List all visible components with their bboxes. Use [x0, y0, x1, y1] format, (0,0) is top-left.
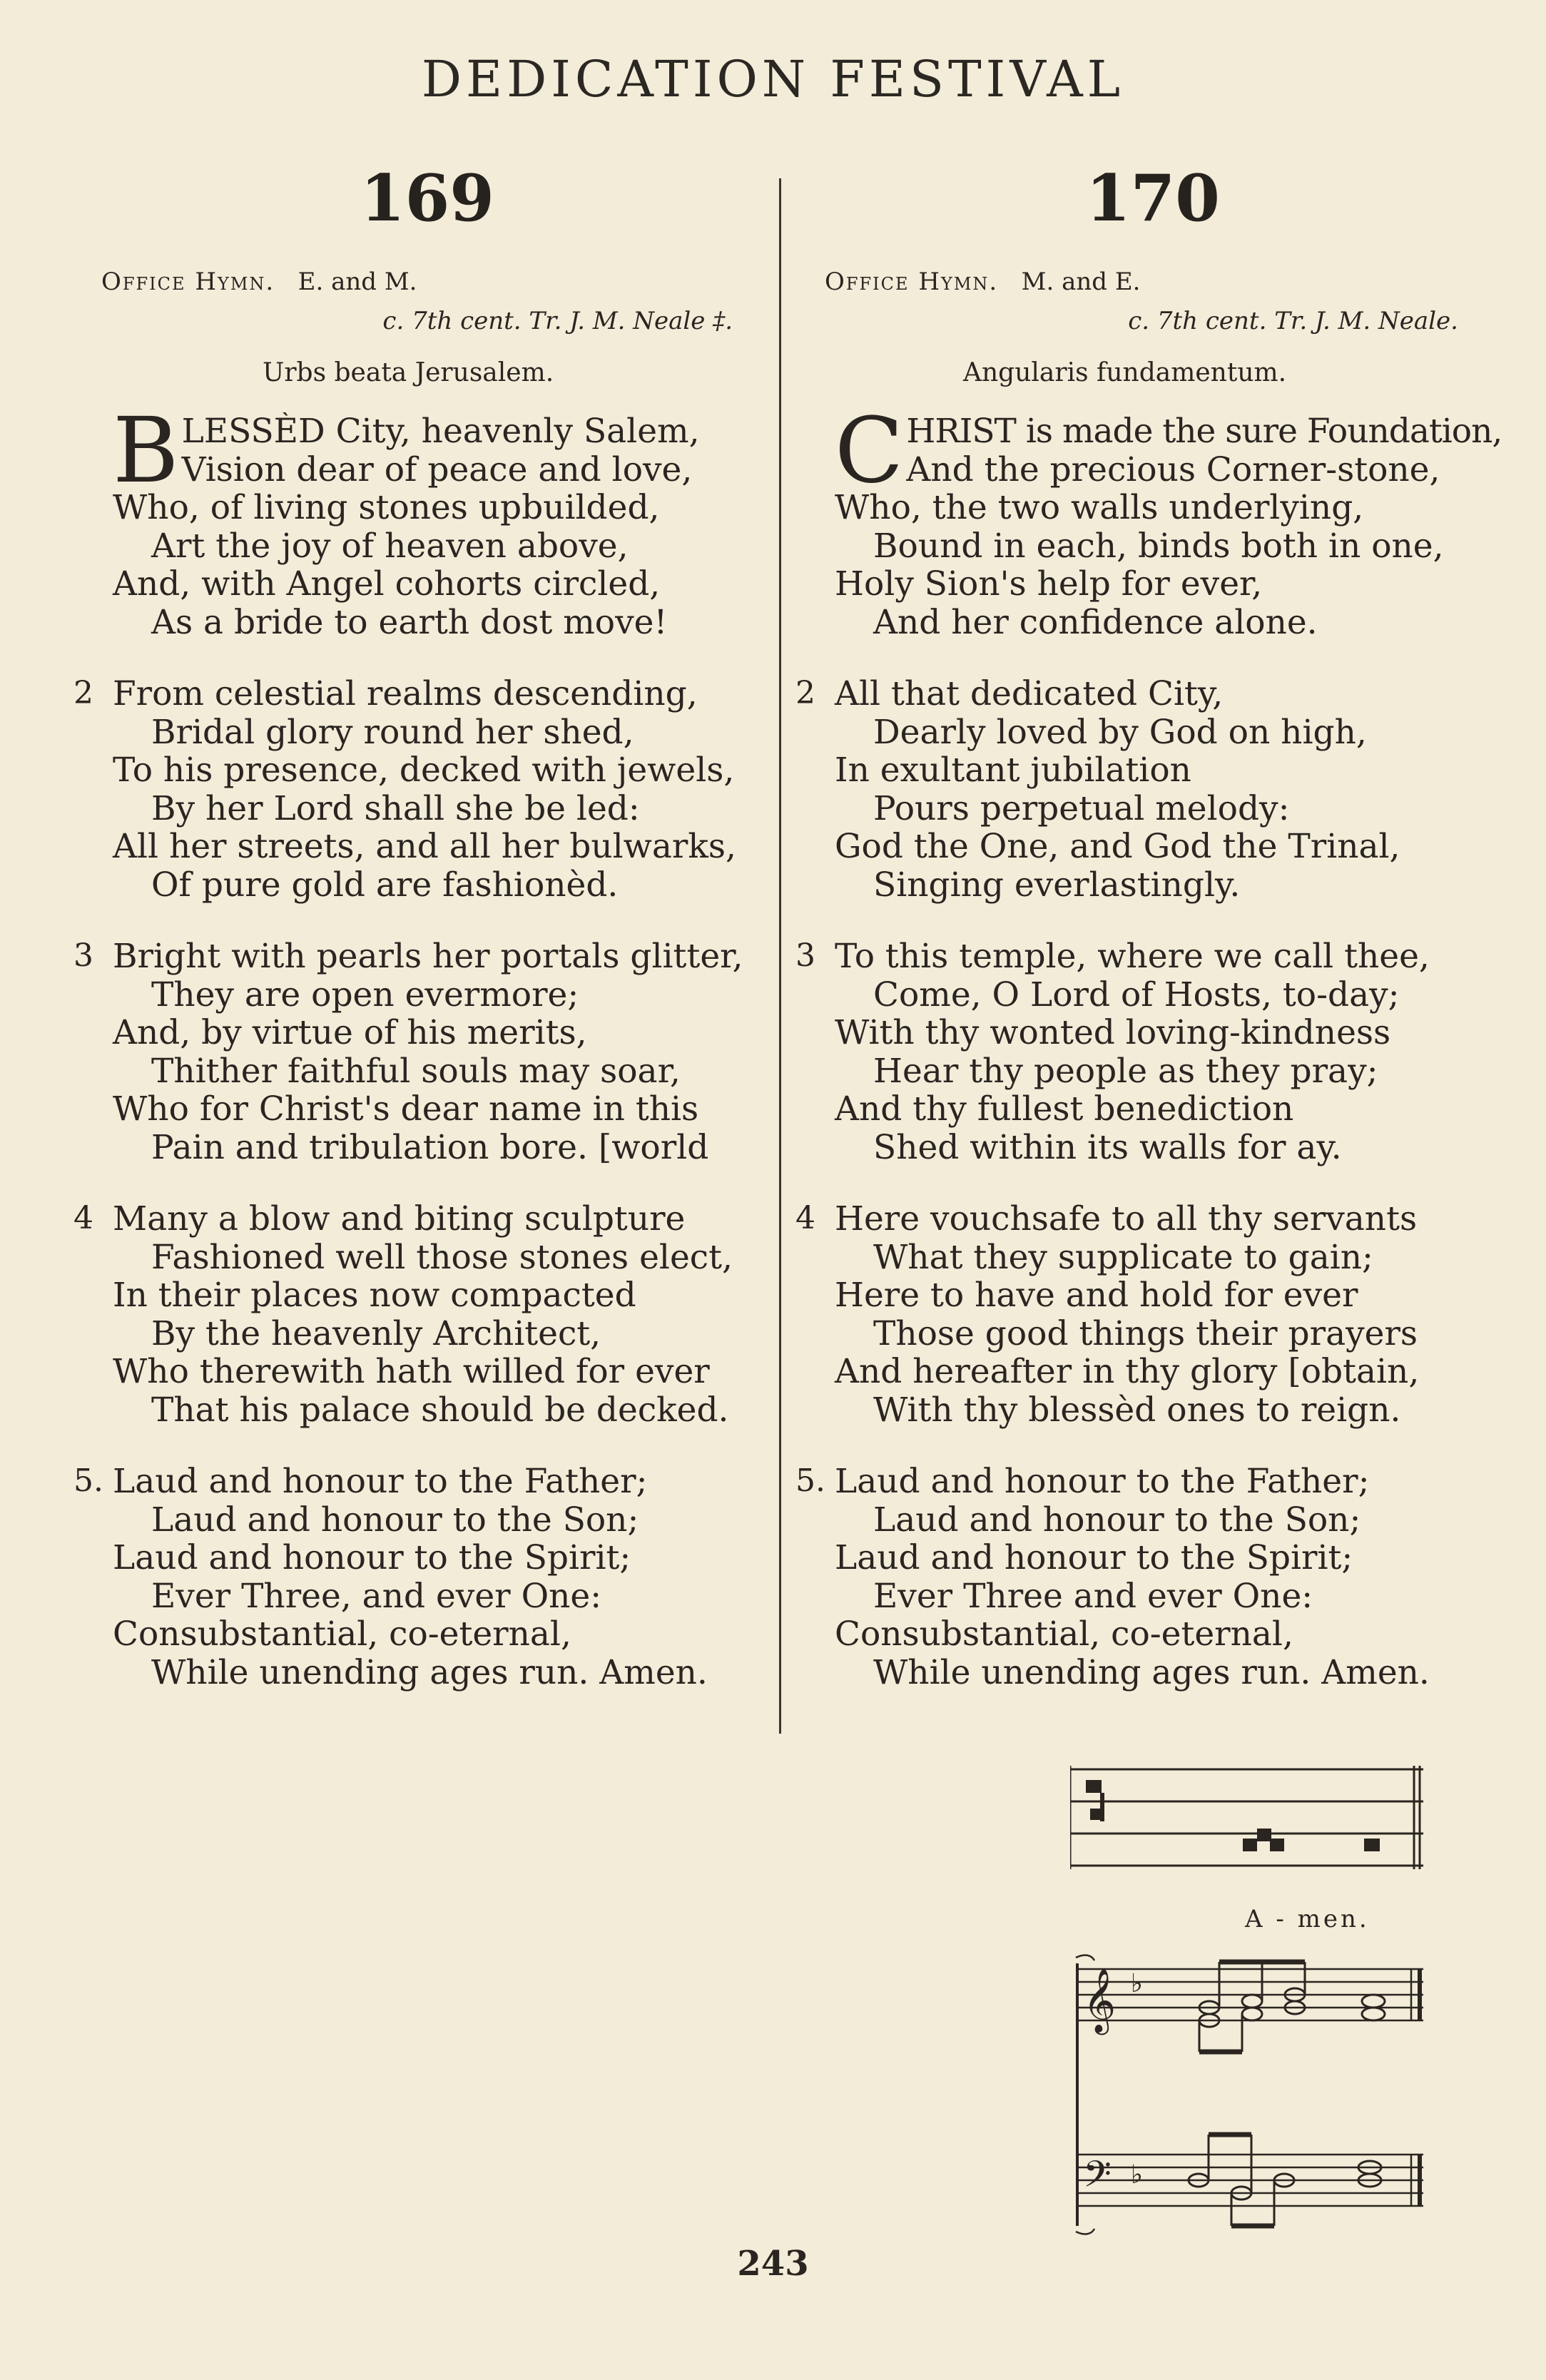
verse-line: Bound in each, binds both in one, — [873, 526, 1444, 566]
harmonized-amen-notation — [1070, 1948, 1434, 2240]
hymn-source-169: c. 7th cent. Tr. J. M. Neale ‡. — [382, 307, 733, 335]
verse-line: Many a blow and biting sculpture — [113, 1199, 686, 1239]
stanza-number: 4 — [795, 1200, 815, 1236]
verse-line: Bridal glory round her shed, — [151, 712, 634, 752]
hymn-source-170: c. 7th cent. Tr. J. M. Neale. — [1128, 307, 1458, 335]
verse-line: Laud and honour to the Father; — [113, 1462, 648, 1501]
column-divider — [779, 178, 781, 1734]
stanza-3 — [73, 937, 769, 1167]
verse-line: And thy fullest benediction — [835, 1089, 1294, 1129]
verse-line: Singing everlastingly. — [873, 865, 1241, 905]
verse-line: And the precious Corner-stone, — [906, 449, 1440, 489]
hymn-170-text — [795, 412, 1520, 1725]
verse-line: Come, O Lord of Hosts, to-day; — [873, 975, 1400, 1014]
verse-line: Art the joy of heaven above, — [151, 526, 629, 566]
stanza-4 — [73, 1199, 769, 1430]
plainsong-amen-notation — [1070, 1766, 1427, 1887]
verse-line: Hear thy people as they pray; — [873, 1051, 1378, 1091]
verse-line: Bright with pearls her portals glitter, — [113, 937, 743, 976]
verse-line: In exultant jubilation — [835, 751, 1191, 790]
hymn-number-170: 170 — [1086, 161, 1220, 236]
stanza-number: 2 — [795, 675, 815, 711]
verse-line: Consubstantial, co-eternal, — [113, 1614, 571, 1654]
stanza-2 — [73, 674, 769, 905]
office-uses: M. and E. — [1021, 268, 1141, 296]
stanza-number: 5. — [795, 1463, 825, 1499]
stanza-number: 5. — [73, 1463, 103, 1499]
latin-title-169: Urbs beata Jerusalem. — [263, 358, 554, 387]
verse-line: Laud and honour to the Father; — [835, 1462, 1370, 1501]
verse-line: That his palace should be decked. — [151, 1390, 729, 1430]
svg-text:𝄞: 𝄞 — [1083, 1968, 1117, 2033]
verse-line: Ever Three, and ever One: — [151, 1576, 602, 1616]
neumes — [1086, 1780, 1380, 1851]
svg-text:♭: ♭ — [1131, 2160, 1143, 2190]
verse-line: Consubstantial, co-eternal, — [835, 1614, 1293, 1654]
stanza-number: 2 — [73, 675, 93, 711]
verse-line: By the heavenly Architect, — [151, 1313, 601, 1353]
verse-line: Who for Christ's dear name in this — [113, 1089, 699, 1129]
verse-line: Laud and honour to the Son; — [151, 1500, 639, 1540]
drop-cap: B — [113, 412, 179, 489]
verse-line: From celestial realms descending, — [113, 674, 698, 713]
office-hymn-line-170 — [825, 268, 1140, 296]
stanza-2 — [795, 674, 1520, 905]
verse-line: And hereafter in thy glory [obtain, — [835, 1352, 1420, 1391]
stanza-3 — [795, 937, 1520, 1167]
verse-line: To his presence, decked with jewels, — [113, 751, 735, 790]
verse-line: And her confidence alone. — [873, 602, 1318, 642]
verse-line: Who therewith hath willed for ever — [113, 1352, 710, 1391]
running-head: DEDICATION FESTIVAL — [421, 50, 1125, 108]
office-label: Office Hymn. — [101, 268, 275, 296]
verse-line: Laud and honour to the Spirit; — [113, 1538, 631, 1577]
stanza-number: 4 — [73, 1200, 93, 1236]
office-uses: E. and M. — [297, 268, 417, 296]
hymn-number-169: 169 — [360, 161, 494, 236]
verse-line: While unending ages run. Amen. — [873, 1652, 1430, 1692]
verse-line: Thither faithful souls may soar, — [151, 1051, 681, 1091]
verse-line: Dearly loved by God on high, — [873, 712, 1367, 752]
verse-line: While unending ages run. Amen. — [151, 1652, 708, 1692]
latin-title-170: Angularis fundamentum. — [963, 358, 1287, 387]
verse-line: All that dedicated City, — [835, 674, 1224, 713]
verse-line: God the One, and God the Trinal, — [835, 827, 1400, 866]
stanza-1 — [835, 412, 1520, 641]
stanza-number: 3 — [795, 937, 815, 974]
page-number: 243 — [737, 2244, 809, 2284]
svg-text:𝄢: 𝄢 — [1083, 2152, 1112, 2204]
verse-line: By her Lord shall she be led: — [151, 788, 640, 828]
verse-line: And, with Angel cohorts circled, — [113, 564, 661, 604]
verse-line: Shed within its walls for ay. — [873, 1127, 1342, 1167]
office-hymn-line-169 — [101, 268, 417, 296]
stanza-5 — [795, 1462, 1520, 1692]
drop-cap: C — [835, 412, 904, 489]
verse-line: Laud and honour to the Spirit; — [835, 1538, 1353, 1577]
verse-line: With thy wonted loving-kindness — [835, 1013, 1391, 1052]
stanza-4 — [795, 1199, 1520, 1430]
verse-line: As a bride to earth dost move! — [151, 602, 668, 642]
verse-line: Those good things their prayers — [873, 1313, 1418, 1353]
verse-line: Laud and honour to the Son; — [873, 1500, 1361, 1540]
svg-text:♭: ♭ — [1131, 1969, 1143, 1998]
verse-line: Holy Sion's help for ever, — [835, 564, 1263, 604]
hymn-169-text — [73, 412, 769, 1725]
amen-lyric: A - men. — [1245, 1905, 1370, 1933]
verse-line: Who, the two walls underlying, — [835, 488, 1364, 527]
stanza-1 — [113, 412, 769, 641]
clefs — [1083, 1968, 1143, 2204]
verse-line: Pain and tribulation bore. [world — [151, 1127, 709, 1167]
stanza-5 — [73, 1462, 769, 1692]
verse-line: Fashioned well those stones elect, — [151, 1237, 733, 1277]
office-label: Office Hymn. — [825, 268, 999, 296]
verse-line: Who, of living stones upbuilded, — [113, 488, 660, 527]
verse-line: Here to have and hold for ever — [835, 1276, 1358, 1315]
verse-line: LESSÈD City, heavenly Salem, — [181, 412, 700, 451]
stanza-number: 3 — [73, 937, 93, 974]
verse-line: They are open evermore; — [151, 975, 579, 1014]
verse-line: Pours perpetual melody: — [873, 788, 1290, 828]
verse-line: Ever Three and ever One: — [873, 1576, 1313, 1616]
verse-line: And, by virtue of his merits, — [113, 1013, 587, 1052]
verse-line: To this temple, where we call thee, — [835, 937, 1430, 976]
verse-line: What they supplicate to gain; — [873, 1237, 1373, 1277]
verse-line: Here vouchsafe to all thy servants — [835, 1199, 1418, 1239]
verse-line: With thy blessèd ones to reign. — [873, 1390, 1401, 1430]
verse-line: In their places now compacted — [113, 1276, 636, 1315]
verse-line: All her streets, and all her bulwarks, — [113, 827, 736, 866]
verse-line: HRIST is made the sure Foundation, — [906, 412, 1502, 451]
verse-line: Vision dear of peace and love, — [181, 449, 693, 489]
verse-line: Of pure gold are fashionèd. — [151, 865, 619, 905]
